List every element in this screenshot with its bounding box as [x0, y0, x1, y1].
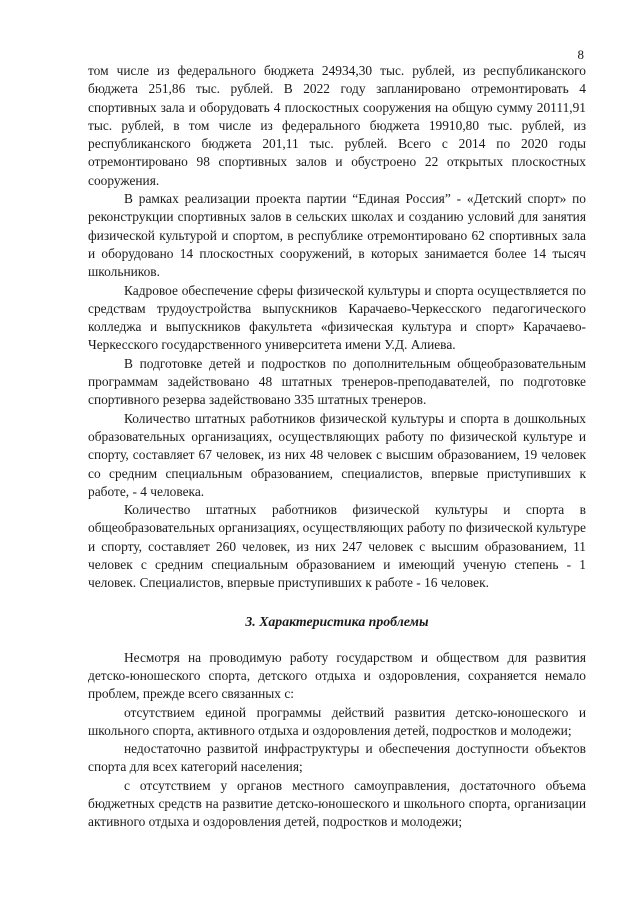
paragraph: Несмотря на проводимую работу государством и обществом для развития детско-юношеского спорта, детского отдыха и оздоровления, сохраняется немало проблем, прежде всего связанных с:: [88, 649, 586, 702]
body-text-after: [88, 649, 586, 832]
paragraph: Количество штатных работников физической культуры и спорта в дошкольных образовательных организациях, осуществляющих работу по физической культуре и спорту, составляет 67 человек, из них 48 человек с высшим образованием, 19 человек со средним специальным образованием, специалистов, впервые приступивших к работе, - 4 человека.: [88, 410, 586, 499]
paragraph: В подготовке детей и подростков по дополнительным общеобразовательным программам задействовано 48 штатных тренеров-преподавателей, по подготовке спортивного резерва задействовано 335 штатных тренеров.: [88, 355, 586, 408]
body-text-before: [88, 62, 586, 593]
paragraph: В рамках реализации проекта партии “Единая Россия” - «Детский спорт» по реконструкции спортивных залов в сельских школах и созданию условий для занятия физической культурой и спортом, в республике отремонтировано 62 спортивных зала и оборудовано 14 плоскостных сооружений, в которых занимается более 14 тысяч школьников.: [88, 191, 586, 280]
page-number: 8: [577, 47, 584, 62]
section-heading: 3. Характеристика проблемы: [245, 613, 429, 629]
paragraph: Кадровое обеспечение сферы физической культуры и спорта осуществляется по средствам трудоустройства выпускников Карачаево-Черкесского педагогического колледжа и выпускников факультета «физическая культура и спорт» Карачаево-Черкесского государственного университета имени У.Д. Алиева.: [88, 282, 586, 353]
list-item: недостаточно развитой инфраструктуры и обеспечения доступности объектов спорта для всех категорий населения;: [88, 741, 586, 775]
paragraph: том числе из федерального бюджета 24934,30 тыс. рублей, из республиканского бюджета 251,86 тыс. рублей. В 2022 году запланировано отремонтировать 4 спортивных зала и оборудовать 4 плоскостных сооружения на общую сумму 20111,91 тыс. рублей, в том числе из федерального бюджета 19910,80 тыс. рублей, из республиканского бюджета 201,11 тыс. рублей. Всего с 2014 по 2020 годы отремонтировано 98 спортивных залов и обустроено 22 открытых плоскостных сооружения.: [88, 63, 586, 188]
paragraph: Количество штатных работников физической культуры и спорта в общеобразовательных организациях, осуществляющих работу по физической культуре и спорту, составляет 260 человек, из них 247 человек с высшим образованием, 11 человек с средним специальным образованием и имеющий ученую степень - 1 человек. Специалистов, впервые приступивших к работе - 16 человек.: [88, 502, 586, 591]
list-item: отсутствием единой программы действий развития детско-юношеского и школьного спорта, активного отдыха и оздоровления детей, подростков и молодежи;: [88, 704, 586, 738]
list-item: с отсутствием у органов местного самоуправления, достаточного объема бюджетных средств на развитие детско-юношеского и школьного спорта, организации активного отдыха и оздоровления детей, подростков и молодежи;: [88, 777, 586, 830]
